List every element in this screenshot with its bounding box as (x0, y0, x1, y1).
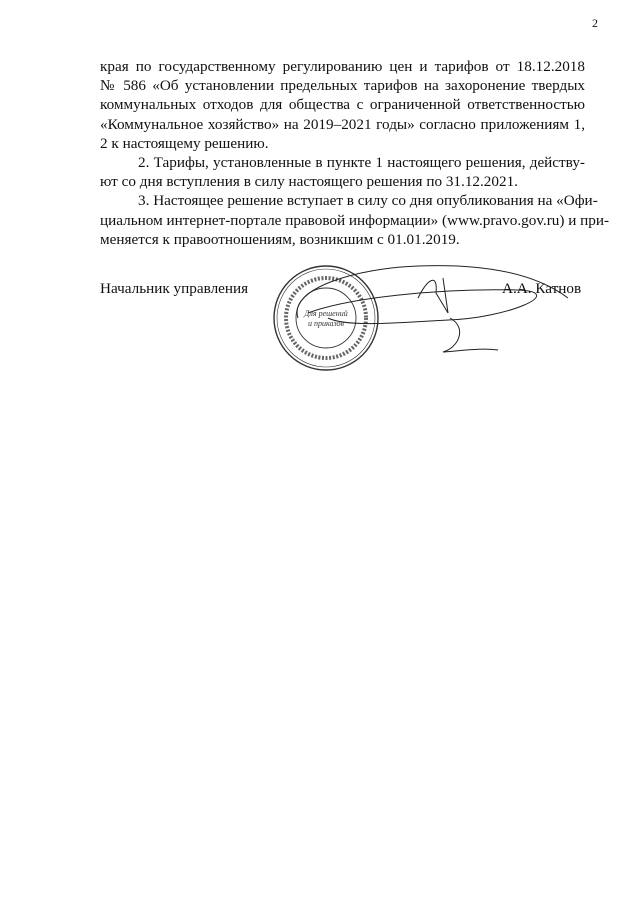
text-line: № 586 «Об установлении предельных тарифов на захоронение твердых (100, 77, 585, 95)
paragraph-1 (100, 57, 585, 153)
text-line: циальном интернет-портале правовой информации» (www.pravo.gov.ru) и при- (100, 211, 610, 229)
text-line: 3. Настоящее решение вступает в силу со дня опубликования на «Офи- (138, 192, 598, 210)
official-stamp (274, 266, 378, 370)
signatory-name: А.А. Катнов (502, 280, 582, 297)
text-line: ют со дня вступления в силу настоящего решения по 31.12.2021. (100, 173, 518, 191)
text-line: коммунальных отходов для общества с ограниченной ответственностью (100, 96, 585, 114)
paragraph-2 (100, 153, 585, 191)
svg-text:Для решений: Для решений (304, 309, 348, 318)
document-body (100, 57, 610, 249)
text-line: края по государственному регулированию цен и тарифов от 18.12.2018 (100, 58, 585, 75)
text-line: 2 к настоящему решению. (100, 134, 269, 152)
text-line: 2. Тарифы, установленные в пункте 1 настоящего решения, действу- (138, 153, 585, 171)
text-line: «Коммунальное хозяйство» на 2019–2021 годы» согласно приложениям 1, (100, 115, 585, 133)
signatory-title: Начальник управления (100, 280, 249, 297)
stamp-and-signature (268, 258, 608, 378)
paragraph-3 (100, 191, 610, 249)
page-number: 2 (592, 16, 598, 30)
text-line: меняется к правоотношениям, возникшим с 01.01.2019. (100, 230, 460, 248)
svg-text:и приказов: и приказов (307, 319, 345, 328)
